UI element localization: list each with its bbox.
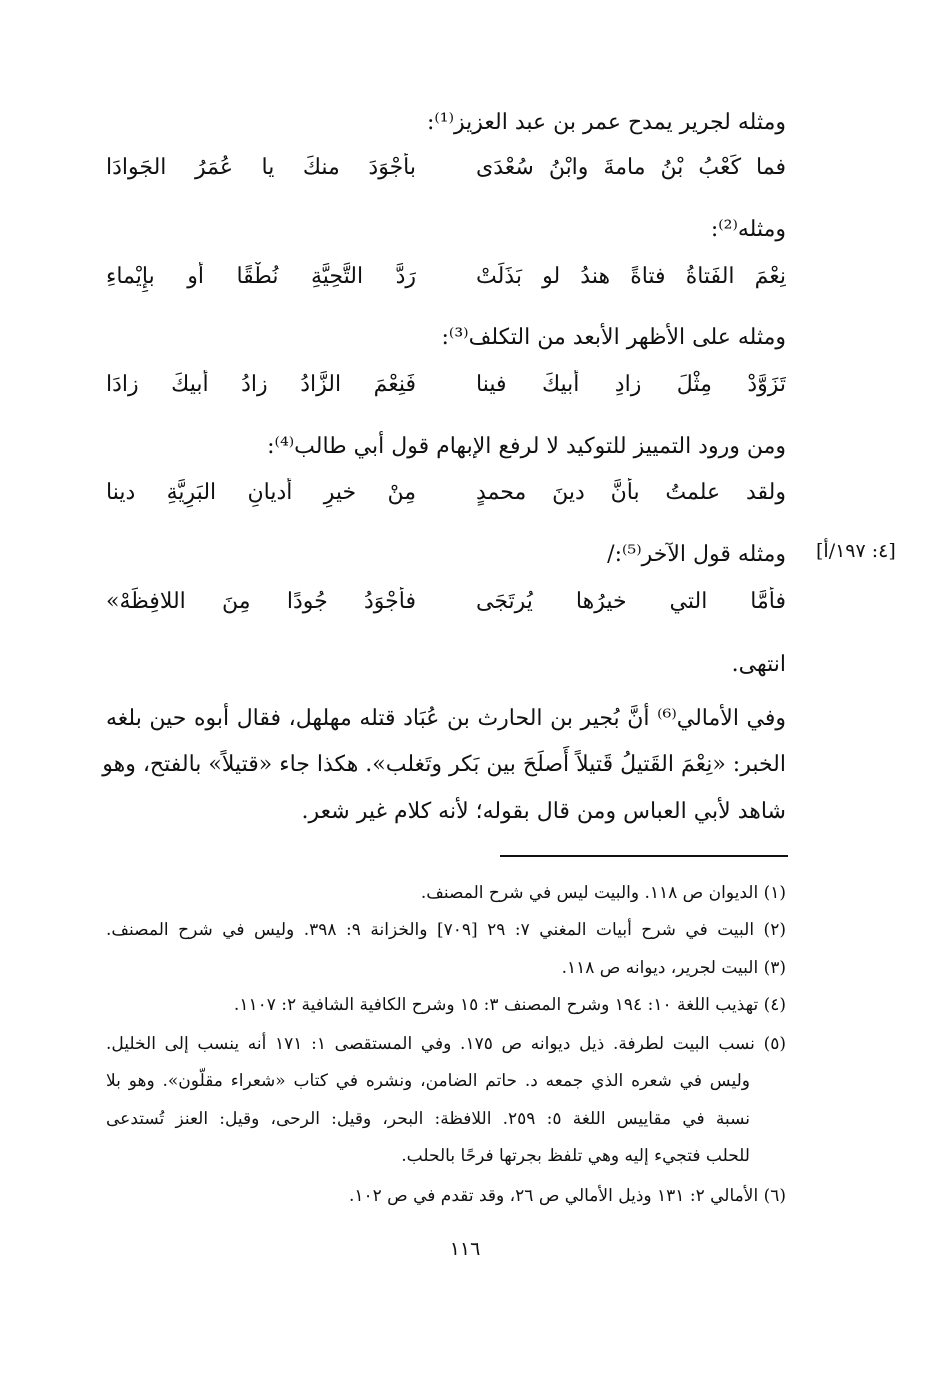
intro-line-jarir: ومثله لجرير يمدح عمر بن عبد العزيز⁽¹⁾:	[426, 110, 786, 135]
footnote-5-line-4: للحلب فتجيء إليه وهي تلفظ بجرتها فرحًا بالحلب.	[401, 1146, 750, 1166]
verse-4-first-hemistich: ولقد علمتُ بأنَّ دينَ محمدٍ	[476, 480, 786, 505]
footnote-5-line-1: (٥) نسب البيت لطرفة. ذيل ديوانه ص ١٧٥. وفي المستقصى ١: ١٧١ أنه ينسب إلى الخليل.	[106, 1034, 787, 1054]
footnote-5-line-2: وليس في شعره الذي جمعه د. حاتم الضامن، ونشره في كتاب «شعراء مقلّون». وهو بلا	[106, 1071, 750, 1091]
paragraph-line-1: وفي الأمالي⁽⁶⁾ أنَّ بُجير بن الحارث بن عُبَاد قتله مهلهل، فقال أبوه حين بلغه	[106, 706, 787, 731]
verse-2-second-hemistich: رَدَّ التَّحِيَّةِ نُطْقًا أو بإِيْماءِ	[106, 264, 416, 289]
margin-folio-note: [٤: ١٩٧/أ]	[816, 540, 896, 562]
verse-5-second-hemistich: فأَجْوَدُ جُودًا مِنَ اللافِظَهْ»	[106, 589, 416, 614]
paragraph-line-3: شاهد لأبي العباس ومن قال بقوله؛ لأنه كلام غير شعر.	[301, 799, 786, 824]
verse-1	[106, 153, 786, 183]
intaha-line: انتهى.	[731, 652, 786, 677]
footnote-6: (٦) الأمالي ٢: ١٣١ وذيل الأمالي ص ٢٦، وقد تقدم في ص ١٠٢.	[348, 1186, 786, 1206]
verse-4	[106, 478, 786, 508]
footnote-3: (٣) البيت لجرير، ديوانه ص ١١٨.	[561, 958, 786, 978]
paragraph-line-2: الخبر: «نِعْمَ القَتيلُ قَتيلاً أَصلَحَ بين بَكر وتَغلب». هكذا جاء «قتيلاً» بالفتح، وهو	[102, 752, 786, 777]
verse-3-first-hemistich: تَزَوَّدْ مِثْلَ زادِ أبيكَ فينا	[476, 372, 786, 397]
verse-2-first-hemistich: نِعْمَ الفَتاةُ فتاةً هندُ لو بَذَلَتْ	[476, 264, 786, 289]
intro-line-akhar: ومثله قول الآخر⁽⁵⁾:/	[607, 542, 786, 567]
verse-5-first-hemistich: فأَمَّا التي خيرُها يُرتَجَى	[476, 589, 786, 614]
verse-3-second-hemistich: فَنِعْمَ الزَّادُ زادُ أبيكَ زادَا	[106, 372, 416, 397]
verse-2	[106, 262, 786, 292]
verse-1-first-hemistich: فما كَعْبُ بْنُ مامةَ وابْنُ سُعْدَى	[476, 155, 786, 180]
footnote-separator-rule	[500, 855, 788, 857]
verse-3	[106, 370, 786, 400]
verse-5	[106, 587, 786, 617]
footnote-4: (٤) تهذيب اللغة ١٠: ١٩٤ وشرح المصنف ٣: ١٥ وشرح الكافية الشافية ٢: ١١٠٧.	[233, 995, 786, 1015]
intro-line-azhar: ومثله على الأظهر الأبعد من التكلف⁽³⁾:	[441, 325, 786, 350]
footnote-2: (٢) البيت في شرح أبيات المغني ٧: ٢٩ [٧٠٩] والخزانة ٩: ٣٩٨. وليس في شرح المصنف.	[106, 920, 786, 940]
footnote-5-line-3: نسبة في مقاييس اللغة ٥: ٢٥٩. اللافظة: البحر، وقيل: الرحى، وقيل: العنز تُستدعى	[106, 1109, 750, 1129]
verse-4-second-hemistich: مِنْ خيرِ أديانِ البَرِيَّةِ دينا	[106, 480, 416, 505]
footnote-1: (١) الديوان ص ١١٨. والبيت ليس في شرح المصنف.	[420, 883, 786, 903]
page-number: ١١٦	[449, 1238, 481, 1260]
intro-line-abu-talib: ومن ورود التمييز للتوكيد لا لرفع الإبهام قول أبي طالب⁽⁴⁾:	[267, 434, 786, 459]
verse-1-second-hemistich: بأَجْوَدَ منكَ يا عُمَرُ الجَوادَا	[106, 155, 416, 180]
intro-line-mithluhu: ومثله⁽²⁾:	[710, 217, 786, 242]
